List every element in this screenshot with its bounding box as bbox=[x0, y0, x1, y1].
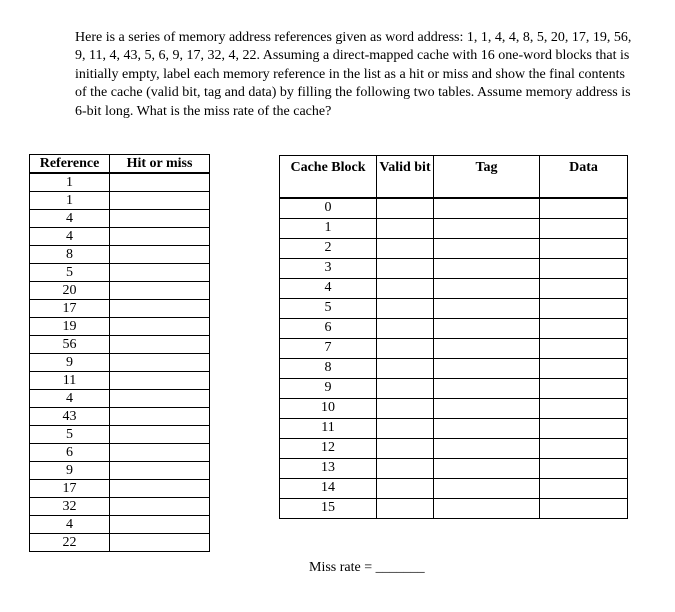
reference-row bbox=[30, 516, 210, 534]
hit-or-miss-cell[interactable] bbox=[110, 462, 210, 480]
cache-block-index: 5 bbox=[280, 299, 377, 319]
cache-block-index: 9 bbox=[280, 379, 377, 399]
valid-bit-cell[interactable] bbox=[377, 279, 434, 299]
cache-block-header: Cache Block bbox=[280, 156, 377, 199]
valid-bit-cell[interactable] bbox=[377, 359, 434, 379]
reference-value: 4 bbox=[30, 210, 110, 228]
reference-header: Reference bbox=[30, 155, 110, 174]
miss-rate-blank: Miss rate = _______ bbox=[309, 560, 425, 575]
reference-row bbox=[30, 264, 210, 282]
valid-bit-cell[interactable] bbox=[377, 239, 434, 259]
reference-value: 5 bbox=[30, 426, 110, 444]
data-cell[interactable] bbox=[540, 439, 628, 459]
reference-value: 43 bbox=[30, 408, 110, 426]
cache-row bbox=[280, 299, 628, 319]
reference-value: 19 bbox=[30, 318, 110, 336]
cache-row bbox=[280, 198, 628, 219]
hit-or-miss-cell[interactable] bbox=[110, 336, 210, 354]
valid-bit-cell[interactable] bbox=[377, 339, 434, 359]
valid-bit-cell[interactable] bbox=[377, 399, 434, 419]
reference-row bbox=[30, 282, 210, 300]
hit-or-miss-cell[interactable] bbox=[110, 192, 210, 210]
data-cell[interactable] bbox=[540, 399, 628, 419]
valid-bit-cell[interactable] bbox=[377, 479, 434, 499]
reference-row bbox=[30, 372, 210, 390]
reference-row bbox=[30, 192, 210, 210]
reference-row bbox=[30, 354, 210, 372]
tag-cell[interactable] bbox=[434, 439, 540, 459]
cache-row bbox=[280, 339, 628, 359]
cache-row bbox=[280, 479, 628, 499]
cache-table bbox=[279, 155, 628, 519]
data-cell[interactable] bbox=[540, 359, 628, 379]
reference-value: 8 bbox=[30, 246, 110, 264]
valid-bit-cell[interactable] bbox=[377, 319, 434, 339]
cache-row bbox=[280, 359, 628, 379]
valid-bit-cell[interactable] bbox=[377, 499, 434, 519]
reference-value: 4 bbox=[30, 516, 110, 534]
hit-or-miss-cell[interactable] bbox=[110, 516, 210, 534]
hit-or-miss-cell[interactable] bbox=[110, 354, 210, 372]
cache-block-index: 1 bbox=[280, 219, 377, 239]
tag-cell[interactable] bbox=[434, 198, 540, 219]
data-cell[interactable] bbox=[540, 479, 628, 499]
data-cell[interactable] bbox=[540, 339, 628, 359]
hit-or-miss-cell[interactable] bbox=[110, 372, 210, 390]
reference-value: 4 bbox=[30, 390, 110, 408]
cache-block-index: 7 bbox=[280, 339, 377, 359]
tag-header: Tag bbox=[434, 156, 540, 199]
tag-cell[interactable] bbox=[434, 319, 540, 339]
tag-cell[interactable] bbox=[434, 399, 540, 419]
data-cell[interactable] bbox=[540, 299, 628, 319]
tag-cell[interactable] bbox=[434, 379, 540, 399]
reference-value: 22 bbox=[30, 534, 110, 552]
hit-or-miss-cell[interactable] bbox=[110, 444, 210, 462]
tag-cell[interactable] bbox=[434, 239, 540, 259]
cache-block-index: 4 bbox=[280, 279, 377, 299]
cache-block-index: 0 bbox=[280, 198, 377, 219]
reference-value: 17 bbox=[30, 480, 110, 498]
hit-or-miss-cell[interactable] bbox=[110, 300, 210, 318]
reference-row bbox=[30, 426, 210, 444]
cache-block-index: 12 bbox=[280, 439, 377, 459]
hit-or-miss-cell[interactable] bbox=[110, 282, 210, 300]
cache-table-header bbox=[280, 156, 628, 199]
tag-cell[interactable] bbox=[434, 259, 540, 279]
reference-value: 5 bbox=[30, 264, 110, 282]
cache-block-index: 14 bbox=[280, 479, 377, 499]
valid-bit-cell[interactable] bbox=[377, 459, 434, 479]
data-cell[interactable] bbox=[540, 279, 628, 299]
reference-table bbox=[29, 154, 210, 552]
tag-cell[interactable] bbox=[434, 279, 540, 299]
cache-row bbox=[280, 279, 628, 299]
valid-bit-cell[interactable] bbox=[377, 198, 434, 219]
hit-or-miss-cell[interactable] bbox=[110, 228, 210, 246]
reference-row bbox=[30, 390, 210, 408]
hit-or-miss-cell[interactable] bbox=[110, 246, 210, 264]
reference-value: 17 bbox=[30, 300, 110, 318]
cache-block-index: 8 bbox=[280, 359, 377, 379]
data-header: Data bbox=[540, 156, 628, 199]
cache-row bbox=[280, 399, 628, 419]
cache-block-index: 2 bbox=[280, 239, 377, 259]
tag-cell[interactable] bbox=[434, 359, 540, 379]
data-cell[interactable] bbox=[540, 499, 628, 519]
valid-bit-cell[interactable] bbox=[377, 299, 434, 319]
data-cell[interactable] bbox=[540, 259, 628, 279]
hit-or-miss-header: Hit or miss bbox=[110, 155, 210, 174]
hit-or-miss-cell[interactable] bbox=[110, 480, 210, 498]
reference-value: 9 bbox=[30, 354, 110, 372]
valid-bit-cell[interactable] bbox=[377, 379, 434, 399]
valid-bit-cell[interactable] bbox=[377, 219, 434, 239]
hit-or-miss-cell[interactable] bbox=[110, 210, 210, 228]
reference-row bbox=[30, 408, 210, 426]
reference-row bbox=[30, 480, 210, 498]
cache-row bbox=[280, 439, 628, 459]
reference-row bbox=[30, 318, 210, 336]
reference-value: 1 bbox=[30, 192, 110, 210]
problem-statement: Here is a series of memory address references given as word address: 1, 1, 4, 4, 8, 5, 20, 17, 19, 56, 9, 11, 4, 43, 5, 6, 9, 17, 32, 4, 22. Assuming a direct-mapped cache with 16 one-word blocks that is initially empty, label each memory reference in the list as a hit or miss and show the final contents of the cache (valid bit, tag and data) by filling the following two tables. Assume memory address is 6-bit long. What is the miss rate of the cache? bbox=[75, 30, 632, 119]
tag-cell[interactable] bbox=[434, 479, 540, 499]
valid-bit-cell[interactable] bbox=[377, 439, 434, 459]
tag-cell[interactable] bbox=[434, 499, 540, 519]
reference-value: 56 bbox=[30, 336, 110, 354]
hit-or-miss-cell[interactable] bbox=[110, 498, 210, 516]
reference-row bbox=[30, 210, 210, 228]
valid-bit-header: Valid bit bbox=[377, 156, 434, 199]
cache-row bbox=[280, 419, 628, 439]
reference-row bbox=[30, 246, 210, 264]
cache-block-index: 11 bbox=[280, 419, 377, 439]
cache-row bbox=[280, 499, 628, 519]
hit-or-miss-cell[interactable] bbox=[110, 173, 210, 192]
tag-cell[interactable] bbox=[434, 299, 540, 319]
reference-row bbox=[30, 534, 210, 552]
hit-or-miss-cell[interactable] bbox=[110, 408, 210, 426]
reference-value: 9 bbox=[30, 462, 110, 480]
data-cell[interactable] bbox=[540, 419, 628, 439]
reference-row bbox=[30, 173, 210, 192]
hit-or-miss-cell[interactable] bbox=[110, 318, 210, 336]
data-cell[interactable] bbox=[540, 379, 628, 399]
reference-value: 4 bbox=[30, 228, 110, 246]
cache-block-index: 3 bbox=[280, 259, 377, 279]
reference-row bbox=[30, 300, 210, 318]
cache-row bbox=[280, 379, 628, 399]
reference-row bbox=[30, 444, 210, 462]
hit-or-miss-cell[interactable] bbox=[110, 426, 210, 444]
cache-block-index: 6 bbox=[280, 319, 377, 339]
cache-block-index: 15 bbox=[280, 499, 377, 519]
reference-value: 6 bbox=[30, 444, 110, 462]
tag-cell[interactable] bbox=[434, 419, 540, 439]
cache-block-index: 10 bbox=[280, 399, 377, 419]
hit-or-miss-cell[interactable] bbox=[110, 390, 210, 408]
reference-row bbox=[30, 462, 210, 480]
valid-bit-cell[interactable] bbox=[377, 259, 434, 279]
data-cell[interactable] bbox=[540, 319, 628, 339]
data-cell[interactable] bbox=[540, 239, 628, 259]
valid-bit-cell[interactable] bbox=[377, 419, 434, 439]
reference-value: 11 bbox=[30, 372, 110, 390]
cache-row bbox=[280, 239, 628, 259]
reference-table-header bbox=[30, 155, 210, 174]
cache-row bbox=[280, 259, 628, 279]
data-cell[interactable] bbox=[540, 198, 628, 219]
hit-or-miss-cell[interactable] bbox=[110, 264, 210, 282]
reference-row bbox=[30, 228, 210, 246]
reference-row bbox=[30, 498, 210, 516]
data-cell[interactable] bbox=[540, 219, 628, 239]
tag-cell[interactable] bbox=[434, 339, 540, 359]
reference-value: 1 bbox=[30, 173, 110, 192]
reference-value: 20 bbox=[30, 282, 110, 300]
cache-block-index: 13 bbox=[280, 459, 377, 479]
reference-value: 32 bbox=[30, 498, 110, 516]
hit-or-miss-cell[interactable] bbox=[110, 534, 210, 552]
tag-cell[interactable] bbox=[434, 219, 540, 239]
cache-row bbox=[280, 219, 628, 239]
data-cell[interactable] bbox=[540, 459, 628, 479]
cache-row bbox=[280, 319, 628, 339]
tag-cell[interactable] bbox=[434, 459, 540, 479]
cache-row bbox=[280, 459, 628, 479]
reference-row bbox=[30, 336, 210, 354]
